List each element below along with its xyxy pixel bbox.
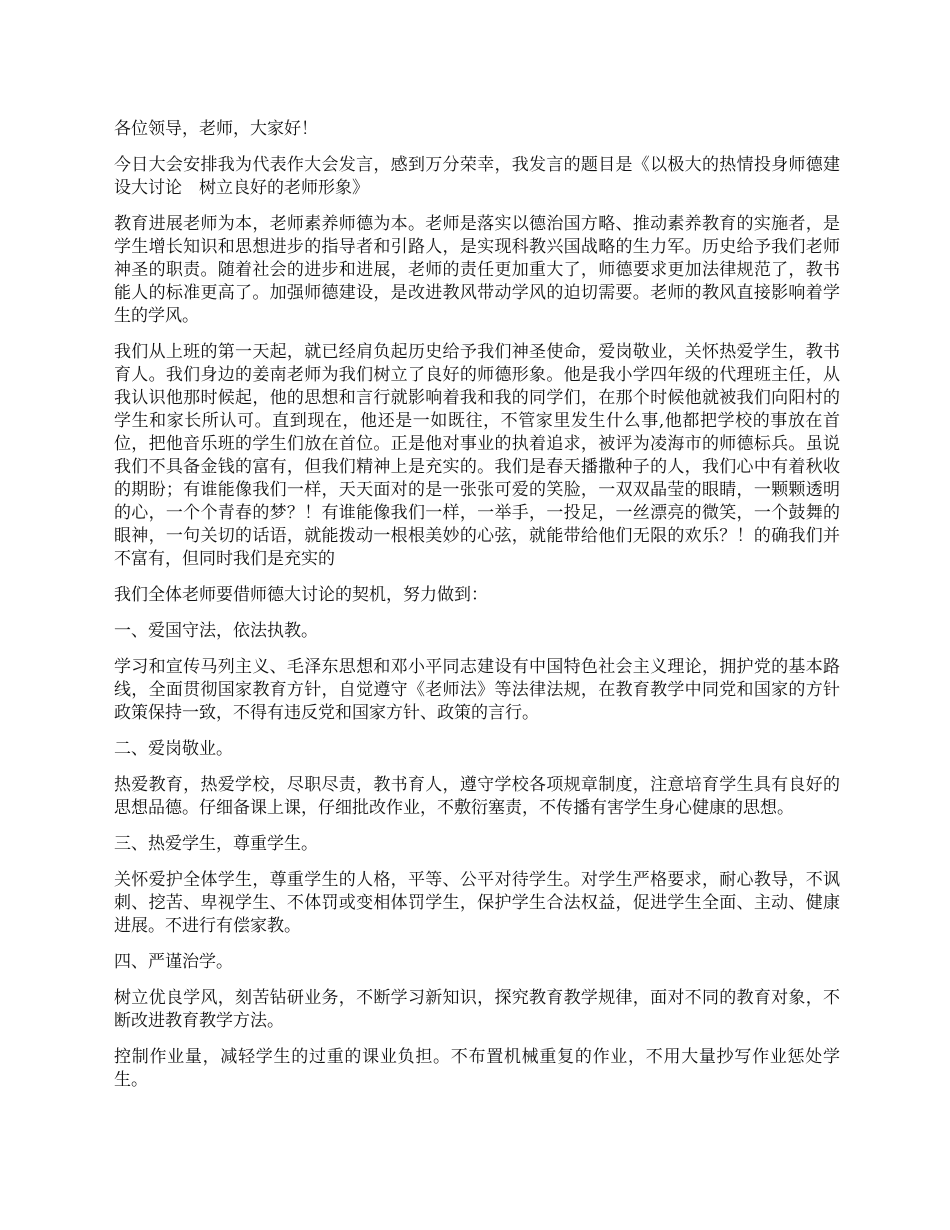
intro-paragraph: 今日大会安排我为代表作大会发言，感到万分荣幸，我发言的题目是《以极大的热情投身师德建设大讨论 树立良好的老师形象》 xyxy=(114,155,840,198)
section-heading: 三、热爱学生，尊重学生。 xyxy=(114,834,318,854)
section-heading: 一、爱国守法，依法执教。 xyxy=(114,621,318,641)
body-paragraph: 我们从上班的第一天起，就已经肩负起历史给予我们神圣使命，爱岗敬业，关怀热爱学生，教书育人。我们身边的姜南老师为我们树立了良好的师德形象。他是我小学四年级的代理班主任，从我认识他那时候起，他的思想和言行就影响着我和我的同学们，在那个时候他就被我们向阳村的学生和家长所认可。直到现在，他还是一如既往，不管家里发生什么事,他都把学校的事放在首位，把他音乐班的学生们放在首位。正是他对事业的执着追求，被评为凌海市的师德标兵。虽说我们不具备金钱的富有，但我们精神上是充实的。我们是春天播撒种子的人，我们心中有着秋收的期盼；有谁能像我们一样，天天面对的是一张张可爱的笑脸，一双双晶莹的眼睛，一颗颗透明的心，一个个青春的梦？！有谁能像我们一样，一举手，一投足，一丝漂亮的微笑，一个鼓舞的眼神，一句关切的话语，就能拨动一根根美妙的心弦，就能带给他们无限的欢乐？！的确我们并不富有，但同时我们是充实的 xyxy=(114,342,840,569)
body-paragraph: 教育进展老师为本，老师素养师德为本。老师是落实以德治国方略、推动素养教育的实施者，是学生增长知识和思想进步的指导者和引路人，是实现科教兴国战略的生力军。历史给予我们老师神圣的职责。随着社会的进步和进展，老师的责任更加重大了，师德要求更加法律规范了，教书能人的标准更高了。加强师德建设，是改进教风带动学风的迫切需要。老师的教风直接影响着学生的学风。 xyxy=(114,214,840,326)
section-heading: 四、严谨治学。 xyxy=(114,952,233,972)
body-paragraph: 控制作业量，减轻学生的过重的课业负担。不布置机械重复的作业，不用大量抄写作业惩处学生。 xyxy=(114,1047,840,1090)
body-paragraph: 学习和宣传马列主义、毛泽东思想和邓小平同志建设有中国特色社会主义理论，拥护党的基本路线，全面贯彻国家教育方针，自觉遵守《老师法》等法律法规，在教育教学中同党和国家的方针政策保持一致，不得有违反党和国家方针、政策的言行。 xyxy=(114,657,840,723)
body-paragraph: 树立优良学风，刻苦钻研业务，不断学习新知识，探究教育教学规律，面对不同的教育对象，不断改进教育教学方法。 xyxy=(114,988,840,1031)
body-paragraph: 我们全体老师要借师德大讨论的契机，努力做到： xyxy=(114,585,488,605)
document-body xyxy=(114,118,840,1105)
section-heading: 二、爱岗敬业。 xyxy=(114,739,233,759)
body-paragraph: 热爱教育，热爱学校，尽职尽责，教书育人，遵守学校各项规章制度，注意培育学生具有良好的思想品德。仔细备课上课，仔细批改作业，不敷衍塞责，不传播有害学生身心健康的思想。 xyxy=(114,775,840,818)
greeting-paragraph: 各位领导，老师，大家好！ xyxy=(114,119,318,139)
body-paragraph: 关怀爱护全体学生，尊重学生的人格，平等、公平对待学生。对学生严格要求，耐心教导，不讽刺、挖苦、卑视学生、不体罚或变相体罚学生，保护学生合法权益，促进学生全面、主动、健康进展。不进行有偿家教。 xyxy=(114,870,840,936)
